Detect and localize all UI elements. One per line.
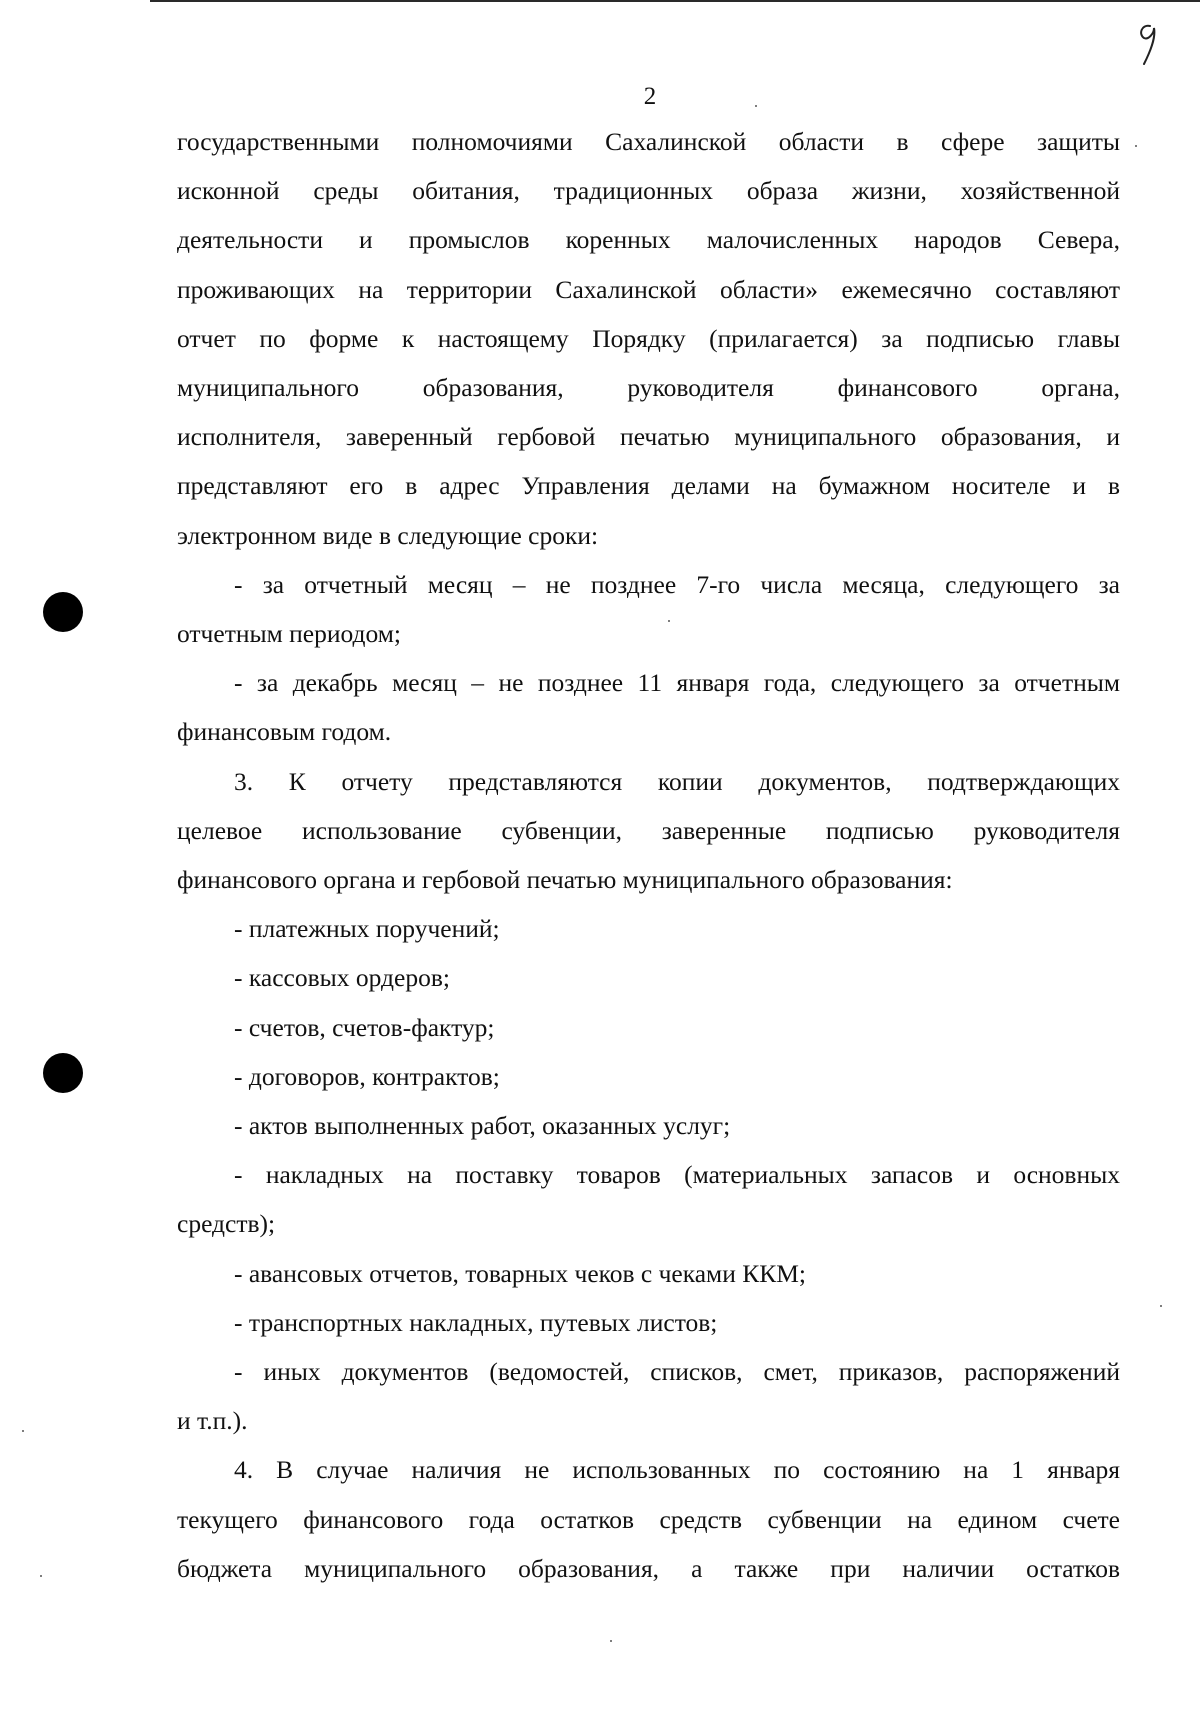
punch-hole-bottom — [43, 1053, 83, 1093]
text-line: - иных документов (ведомостей, списков, смет, приказов, распоряжений — [234, 1357, 1120, 1387]
scan-speck — [40, 1575, 42, 1577]
page-number: 2 — [643, 83, 657, 110]
handwritten-page-mark — [1130, 18, 1170, 68]
text-line: - транспортных накладных, путевых листов; — [234, 1307, 718, 1337]
text-line: текущего финансового года остатков средств субвенции на едином счете — [177, 1504, 1120, 1534]
text-line: целевое использование субвенции, заверенные подписью руководителя — [177, 815, 1120, 845]
text-line: отчет по форме к настоящему Порядку (прилагается) за подписью главы — [177, 323, 1120, 353]
text-line: - за отчетный месяц – не позднее 7-го числа месяца, следующего за — [234, 569, 1120, 599]
text-line: исполнителя, заверенный гербовой печатью муниципального образования, и — [177, 422, 1120, 452]
text-line: представляют его в адрес Управления делами на бумажном носителе и в — [177, 471, 1120, 501]
text-line: - актов выполненных работ, оказанных услуг; — [234, 1111, 731, 1141]
text-line: финансового органа и гербовой печатью муниципального образования: — [177, 865, 953, 895]
text-line: электронном виде в следующие сроки: — [177, 520, 599, 550]
scan-speck — [610, 1640, 612, 1642]
text-line: - накладных на поставку товаров (материальных запасов и основных — [234, 1160, 1120, 1190]
text-line: бюджета муниципального образования, а также при наличии остатков — [177, 1553, 1120, 1583]
text-line: - авансовых отчетов, товарных чеков с чеками ККМ; — [234, 1258, 806, 1288]
text-line: проживающих на территории Сахалинской области» ежемесячно составляют — [177, 274, 1120, 304]
document-body — [177, 117, 1120, 1593]
scan-top-edge — [150, 0, 1200, 2]
scan-speck — [22, 1430, 24, 1432]
scan-speck — [755, 105, 757, 107]
scan-speck — [1135, 145, 1137, 147]
text-line: муниципального образования, руководителя финансового органа, — [177, 373, 1120, 403]
text-line: деятельности и промыслов коренных малочисленных народов Севера, — [177, 225, 1120, 255]
text-line: - за декабрь месяц – не позднее 11 января года, следующего за отчетным — [234, 668, 1120, 698]
text-line: государственными полномочиями Сахалинской области в сфере защиты — [177, 127, 1120, 156]
text-line: - договоров, контрактов; — [234, 1061, 500, 1091]
text-line: - кассовых ордеров; — [234, 963, 450, 993]
text-line: - платежных поручений; — [234, 914, 500, 944]
scan-speck — [1160, 1305, 1162, 1307]
text-line: финансовым годом. — [177, 717, 392, 747]
text-line: 3. К отчету представляются копии документов, подтверждающих — [234, 766, 1120, 796]
text-line: исконной среды обитания, традиционных образа жизни, хозяйственной — [177, 176, 1120, 206]
punch-hole-top — [43, 592, 83, 632]
text-line: и т.п.). — [177, 1406, 248, 1436]
text-line: 4. В случае наличия не использованных по состоянию на 1 января — [234, 1455, 1120, 1485]
text-line: средств); — [177, 1209, 276, 1239]
text-line: - счетов, счетов-фактур; — [234, 1012, 495, 1042]
text-line: отчетным периодом; — [177, 619, 401, 649]
